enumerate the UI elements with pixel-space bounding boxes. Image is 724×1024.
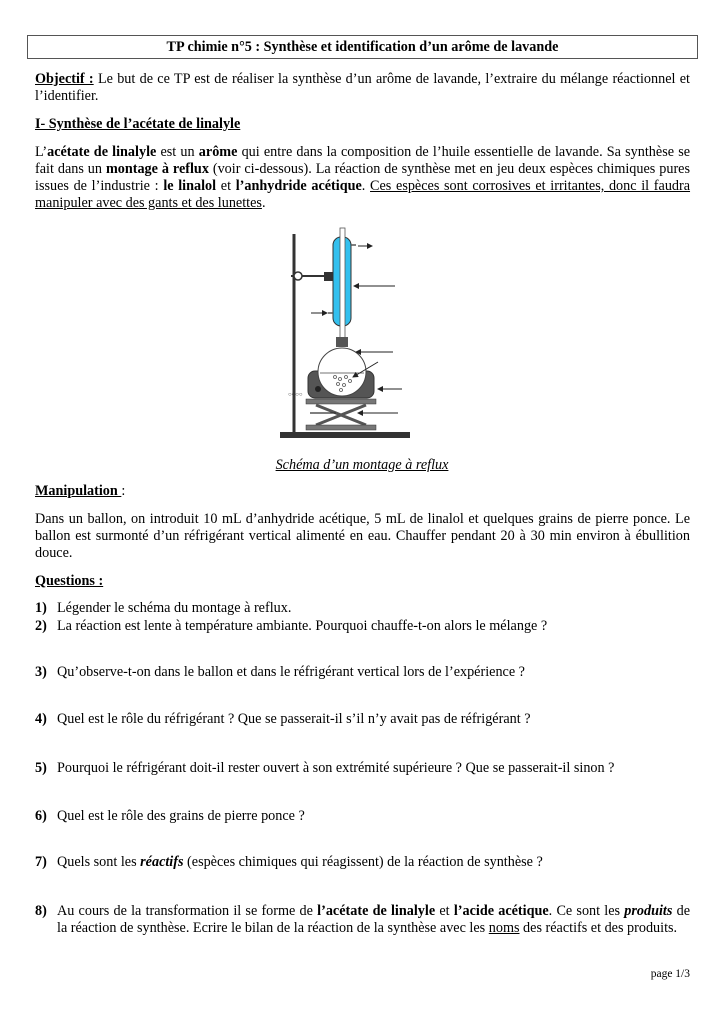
- text: .: [261, 195, 266, 211]
- page-title: TP chimie n°5 : Synthèse et identification d’un arôme de lavande: [27, 35, 698, 59]
- bold-term: arôme: [198, 144, 238, 160]
- question-text: Quel est le rôle du réfrigérant ? Que se passerait-il s’il n’y avait pas de réfrigérant ?: [57, 711, 531, 727]
- bold-term: l’acétate de linalyle: [317, 903, 436, 919]
- bold-term: montage à reflux: [105, 161, 209, 177]
- stand-base: [280, 432, 410, 438]
- lab-jack-scissors: [316, 405, 366, 425]
- emphasis: produits: [624, 903, 673, 919]
- colon: :: [121, 483, 126, 499]
- stopper: [336, 337, 348, 347]
- bold-term: le linalol: [163, 178, 217, 194]
- text: Au cours de la transformation il se forme de: [57, 903, 318, 919]
- question-text: Qu’observe-t-on dans le ballon et dans le réfrigérant vertical lors de l’expérience ?: [57, 664, 525, 680]
- question-3: [35, 664, 690, 681]
- objective-text: Le but de ce TP est de réaliser la synthèse d’un arôme de lavande, l’extraire du mélange réactionnel et l’identifier.: [35, 71, 690, 104]
- text: Quels sont les: [57, 854, 141, 870]
- question-text: [57, 903, 690, 937]
- intro-paragraph: [35, 144, 690, 212]
- figure-caption: Schéma d’un montage à reflux: [275, 457, 449, 473]
- text: et: [435, 903, 454, 919]
- text: (espèces chimiques qui réagissent) de la réaction de synthèse ?: [183, 854, 543, 870]
- question-6: [35, 808, 690, 825]
- objective-label: Objectif :: [35, 71, 94, 87]
- question-number: 5): [35, 760, 47, 776]
- question-4: [35, 711, 690, 728]
- question-number: 4): [35, 711, 47, 727]
- lab-jack-base: [306, 425, 376, 430]
- manipulation-label: Manipulation: [35, 483, 122, 499]
- question-number: 3): [35, 664, 47, 680]
- stand-rod: [293, 234, 296, 433]
- section-heading: I- Synthèse de l’acétate de linalyle: [35, 116, 241, 132]
- objective-paragraph: [35, 71, 690, 105]
- question-text: Quel est le rôle des grains de pierre ponce ?: [57, 808, 305, 824]
- question-1: [35, 600, 690, 617]
- text: L’: [35, 144, 48, 160]
- question-text: Pourquoi le réfrigérant doit-il rester ouvert à son extrémité supérieure ? Que se passerait-il sinon ?: [57, 760, 615, 776]
- bold-term: l’acide acétique: [453, 903, 549, 919]
- inner-tube: [340, 228, 345, 338]
- question-text: La réaction est lente à température ambiante. Pourquoi chauffe-t-on alors le mélange ?: [57, 618, 548, 634]
- question-8: [35, 903, 690, 937]
- clamp-jaw: [324, 272, 333, 281]
- bold-term: acétate de linalyle: [47, 144, 157, 160]
- question-7: [35, 854, 690, 871]
- text: qui entre dans la composition de l’huile essentielle de lavande. Sa synthèse se fait dans un: [35, 144, 691, 177]
- text: des réactifs et des produits.: [519, 920, 678, 936]
- question-text: Légender le schéma du montage à reflux.: [57, 600, 292, 616]
- question-number: 7): [35, 854, 47, 870]
- safety-warning: Ces espèces sont corrosives et irritantes, donc il faudra manipuler avec des gants et des lunettes: [35, 178, 691, 211]
- question-text: [57, 854, 690, 871]
- questions-heading: Questions :: [35, 573, 104, 589]
- emphasis: réactifs: [140, 854, 184, 870]
- svg-text:○○○○: ○○○○: [288, 392, 303, 398]
- question-5: [35, 760, 690, 777]
- text: .: [361, 178, 371, 194]
- lab-jack-top: [306, 399, 376, 404]
- underlined-term: noms: [488, 920, 520, 936]
- question-number: 8): [35, 903, 47, 919]
- page-number: page 1/3: [650, 968, 690, 980]
- question-number: 1): [35, 600, 47, 616]
- manipulation-text: Dans un ballon, on introduit 10 mL d’anhydride acétique, 5 mL de linalol et quelques grains de pierre ponce. Le ballon est surmonté d’un réfrigérant vertical alimenté en eau. Chauffer pendant 20 à 30 min environ à ébullition douce.: [35, 511, 690, 561]
- question-2: [35, 618, 690, 635]
- question-number: 6): [35, 808, 47, 824]
- clamp-screw: [294, 272, 302, 280]
- question-number: 2): [35, 618, 47, 634]
- text: est un: [156, 144, 199, 160]
- text: de la réaction de synthèse. Ecrire le bilan de la réaction de la synthèse avec les: [57, 903, 690, 936]
- manipulation-heading: [35, 483, 690, 500]
- text: (voir ci-dessous). La réaction de synthèse met en jeu deux espèces chimiques pures issues de l’industrie :: [35, 161, 690, 194]
- text: . Ce sont les: [548, 903, 625, 919]
- reflux-diagram: [270, 225, 420, 445]
- text: et: [216, 178, 236, 194]
- bold-term: l’anhydride acétique: [235, 178, 362, 194]
